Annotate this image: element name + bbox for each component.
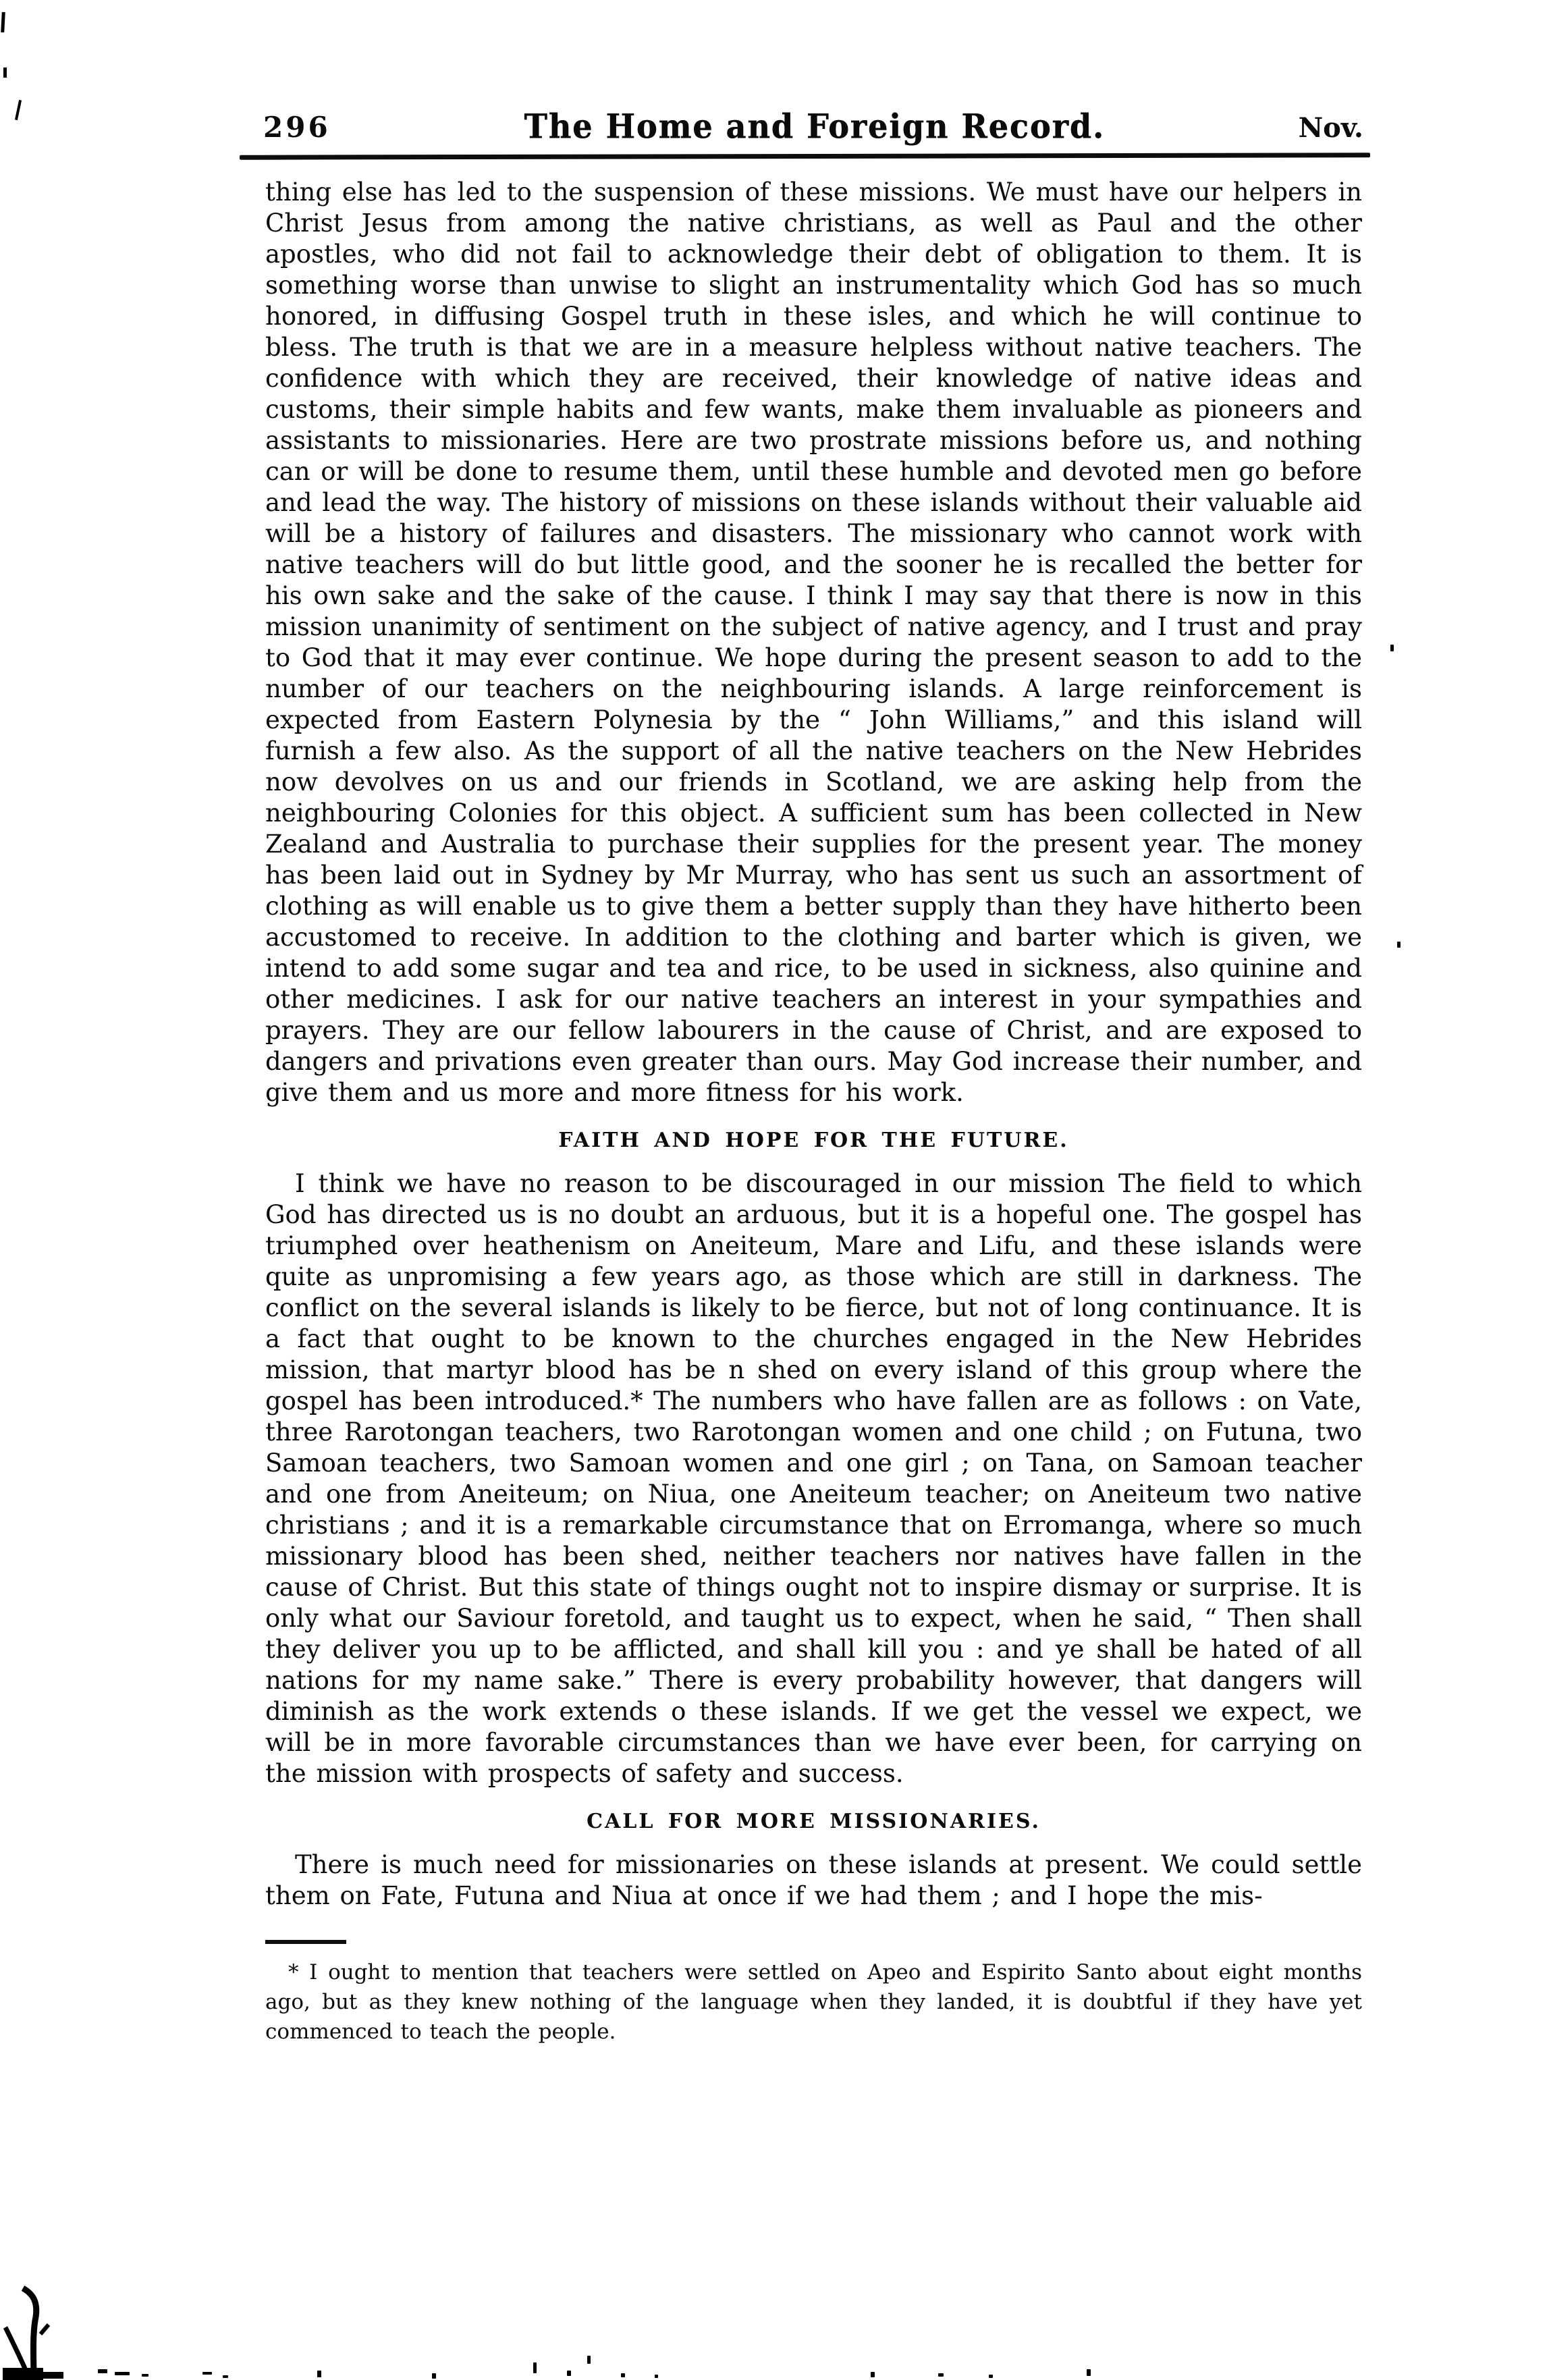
scan-noise-speck	[989, 2375, 993, 2378]
scan-artifact-tick	[15, 100, 22, 120]
scan-noise-speck	[567, 2371, 571, 2376]
scan-artifact-scribble	[0, 2273, 155, 2380]
scan-noise-speck	[1397, 942, 1401, 948]
journal-title: The Home and Foreign Record.	[524, 106, 1105, 146]
footnote-text	[265, 1957, 1362, 2047]
section-paragraph-call-for-missionaries: There is much need for missionaries on these islands at present. We could settle them on Fate, Futuna and Niua at once if we had them ; and I hope the mis-	[265, 1850, 1362, 1910]
scan-artifact-tick	[3, 67, 7, 78]
scan-noise-speck	[1087, 2369, 1091, 2376]
section-heading-call-for-missionaries: CALL FOR MORE MISSIONARIES.	[587, 1810, 1041, 1833]
scan-noise-speck	[115, 2372, 130, 2375]
scan-noise-speck	[98, 2369, 107, 2373]
issue-month: Nov.	[1298, 112, 1363, 144]
scan-noise-speck	[938, 2373, 944, 2377]
scan-noise-speck	[432, 2373, 436, 2379]
scan-noise-speck	[621, 2373, 625, 2377]
scan-noise-speck	[871, 2372, 875, 2377]
section-heading-faith-and-hope: FAITH AND HOPE FOR THE FUTURE.	[558, 1129, 1069, 1152]
article-body	[265, 177, 1362, 2047]
scan-artifact-tick	[1, 12, 5, 32]
scan-noise-speck	[587, 2356, 591, 2364]
scan-noise-speck	[142, 2374, 148, 2377]
scan-noise-speck	[223, 2375, 228, 2378]
page-number: 296	[263, 111, 331, 144]
scan-noise-speck	[655, 2375, 658, 2378]
scan-noise-speck	[317, 2371, 321, 2377]
scan-noise-speck	[202, 2372, 212, 2375]
scan-noise-speck	[1390, 645, 1394, 651]
opening-paragraph: thing else has led to the suspension of these missions. We must have our helpers in Christ Jesus from among the native christians, as well as Paul and the other apostles, who did not fail to acknowledge their debt of obligation to them. It is something worse than unwise to slight an instrumentality which God has so much honored, in diffusing Gospel truth in these isles, and which he will continue to bless. The truth is that we are in a measure helpless without native teachers. The confidence with which they are received, their knowledge of native ideas and customs, their simple habits and few wants, make them invaluable as pioneers and assistants to missionaries. Here are two prostrate missions before us, and nothing can or will be done to resume them, until these humble and devoted men go before and lead the way. The history of missions on these islands without their valuable aid will be a history of failures and disasters. The missionary who cannot work with native teachers will do but little good, and the sooner he is recalled the better for his own sake and the sake of the cause. I think I may say that there is now in this mission unanimity of sentiment on the subject of native agency, and I trust and pray to God that it may ever continue. We hope during the present season to add to the number of our teachers on the neighbouring islands. A large reinforcement is expected from Eastern Polynesia by the “ John Williams,” and this island will furnish a few also. As the support of all the native teachers on the New Hebrides now devolves on us and our friends in Scotland, we are asking help from the neighbouring Colonies for this object. A sufficient sum has been collected in New Zealand and Australia to purchase their supplies for the present year. The money has been laid out in Sydney by Mr Murray, who has sent us such an assortment of clothing as will enable us to give them a better supply than they have hitherto been accustomed to receive. In addition to the clothing and barter which is given, we intend to add some sugar and tea and rice, to be used in sickness, also quinine and other medicines. I ask for our native teachers an interest in your sympathies and prayers. They are our fellow labourers in the cause of Christ, and are exposed to dangers and privations even greater than ours. May God increase their number, and give them and us more and more fitness for his work.	[265, 178, 1362, 1107]
footnote-body: I ought to mention that teachers were settled on Apeo and Espirito Santo about eight months ago, but as they knew nothing of the language when they landed, it is doubtful if they have yet commenced to teach the people.	[265, 1960, 1362, 2044]
footnote-separator-rule	[265, 1940, 346, 1944]
running-head	[240, 108, 1370, 159]
scan-noise-speck	[533, 2362, 537, 2373]
footnote-marker: *	[288, 1960, 299, 1984]
section-paragraph-faith-and-hope: I think we have no reason to be discouraged in our mission The field to which God has directed us is no doubt an arduous, but it is a hopeful one. The gospel has triumphed over heathenism on Aneiteum, Mare and Lifu, and these islands were quite as unpromising a few years ago, as those which are still in darkness. The conflict on the several islands is likely to be fierce, but not of long continuance. It is a fact that ought to be known to the churches engaged in the New Hebrides mission, that martyr blood has be n shed on every island of this group where the gospel has been introduced.* The numbers who have fallen are as follows : on Vate, three Rarotongan teachers, two Rarotongan women and one child ; on Futuna, two Samoan teachers, two Samoan women and one girl ; on Tana, on Samoan teacher and one from Aneiteum; on Niua, one Aneiteum teacher; on Aneiteum two native christians ; and it is a remarkable circumstance that on Erromanga, where so much missionary blood has been shed, neither teachers nor natives have fallen in the cause of Christ. But this state of things ought not to inspire dismay or surprise. It is only what our Saviour foretold, and taught us to expect, when he said, “ Then shall they deliver you up to be afflicted, and shall kill you : and ye shall be hated of all nations for my name sake.” There is every probability however, that dangers will diminish as the work extends o these islands. If we get the vessel we expect, we will be in more favorable circumstances than we have ever been, for carrying on the mission with prospects of safety and success.	[265, 1169, 1362, 1788]
